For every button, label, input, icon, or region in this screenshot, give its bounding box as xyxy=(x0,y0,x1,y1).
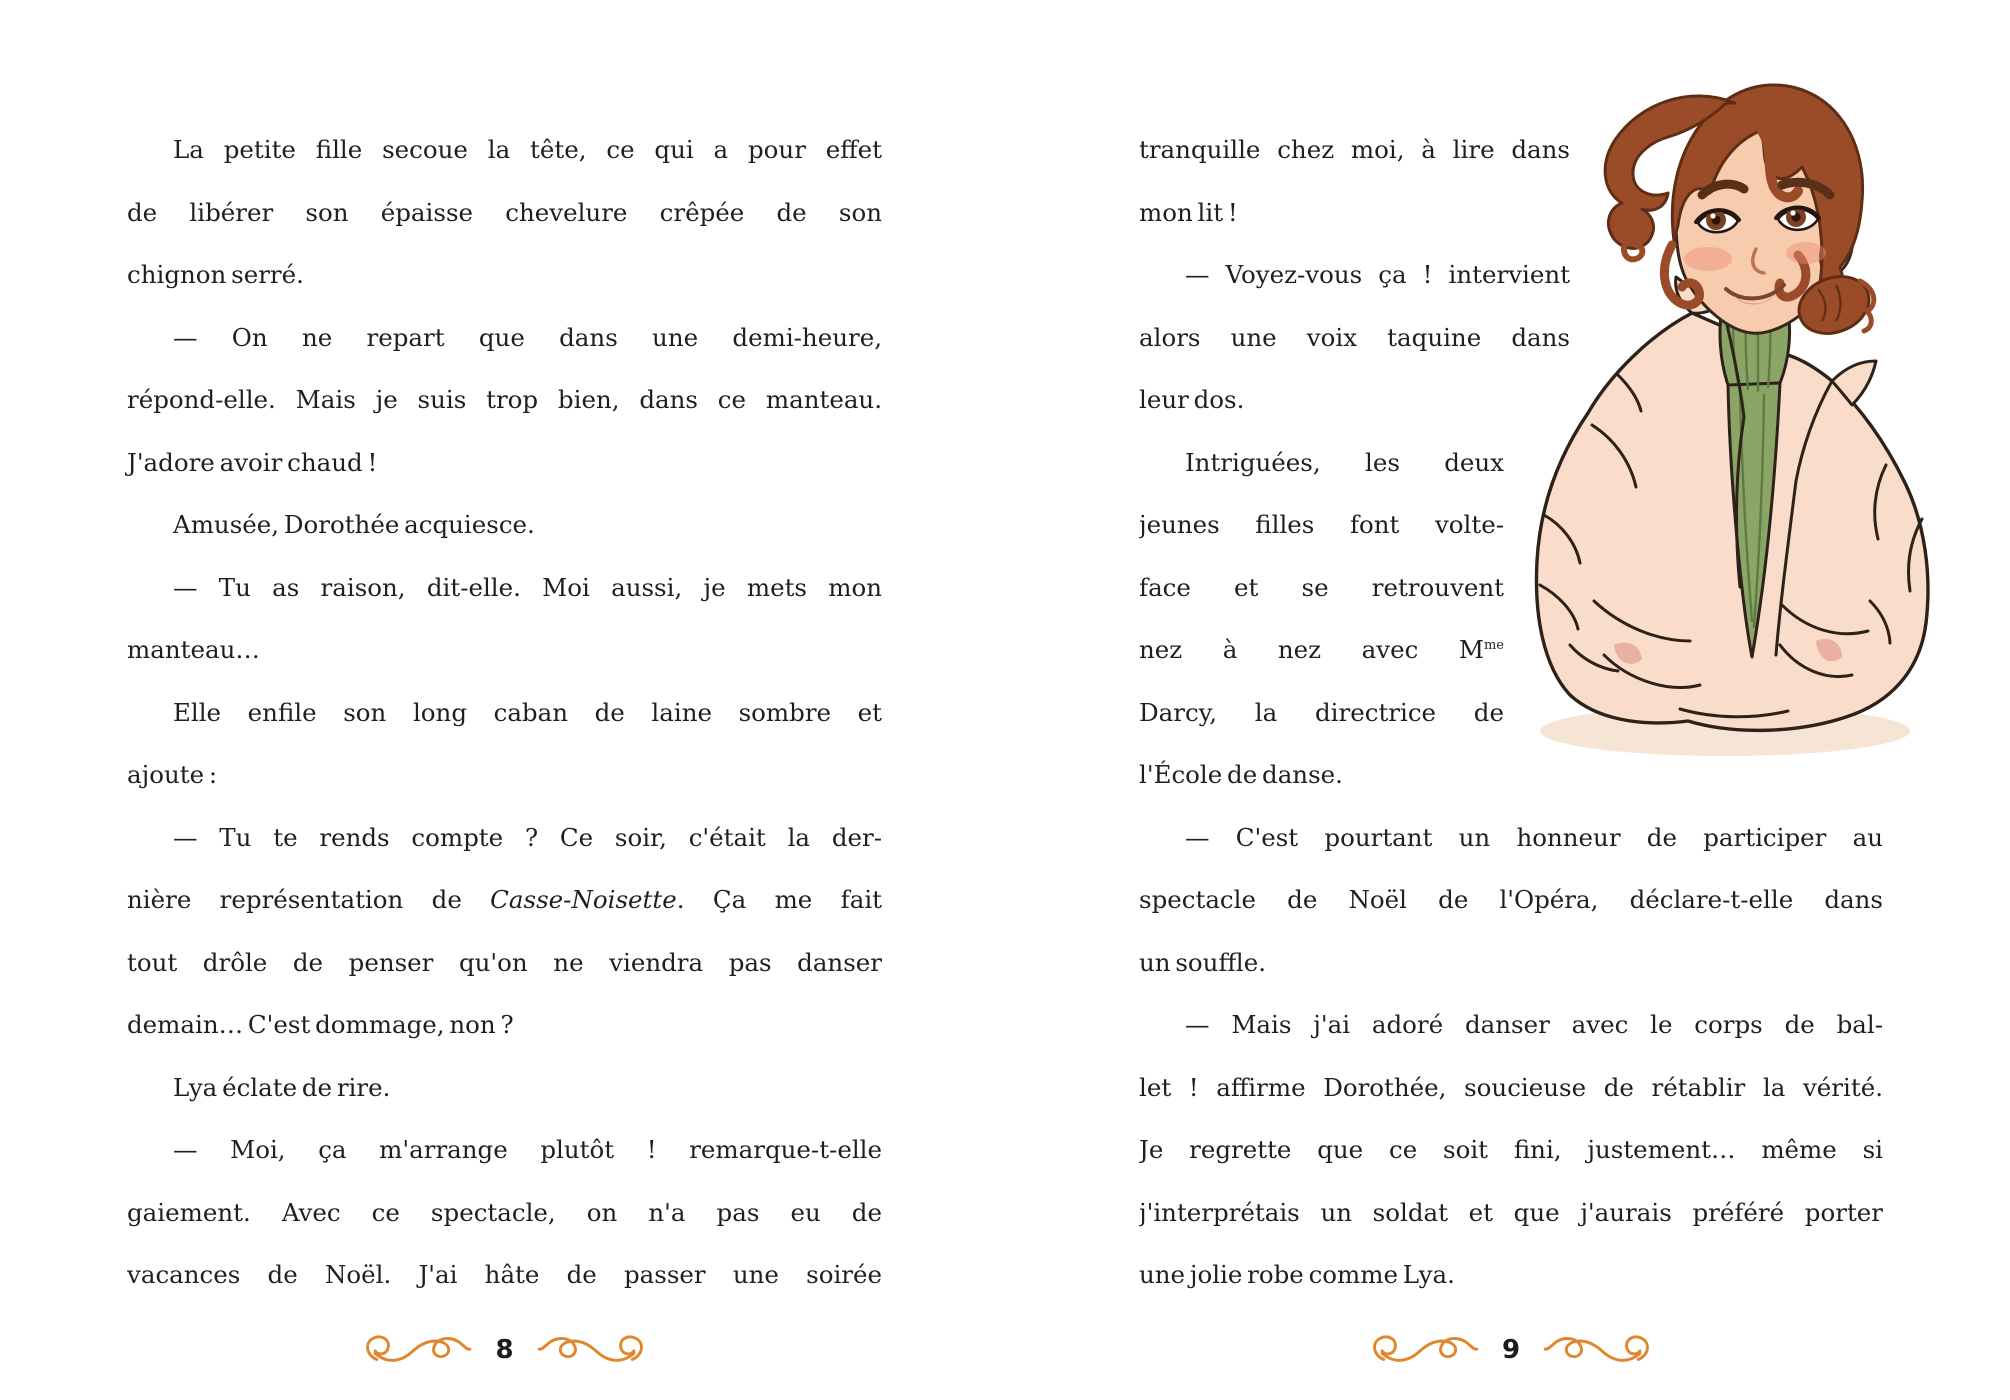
page-footer-right xyxy=(1139,1322,1883,1378)
text-line: vacances de Noël. J'ai hâte de passer une soirée xyxy=(127,1260,882,1289)
flourish-icon xyxy=(1370,1332,1482,1368)
text-line: — C'est pourtant un honneur de participer au xyxy=(1185,822,1883,852)
text-line: jeunes filles font volte- xyxy=(1139,510,1504,539)
text-line: chignon serré. xyxy=(127,260,304,289)
text-line: nière représentation de Casse-Noisette. Ça me fait xyxy=(127,885,882,914)
text-line: ajoute : xyxy=(127,760,218,789)
text-line: let ! affirme Dorothée, soucieuse de rétablir la vérité. xyxy=(1139,1072,1883,1102)
page-number: 8 xyxy=(495,1335,514,1365)
text-line: La petite fille secoue la tête, ce qui a pour effet xyxy=(173,135,882,164)
flourish-icon xyxy=(363,1332,475,1368)
woman-illustration xyxy=(1530,45,1950,765)
blush-right xyxy=(1786,242,1826,264)
text-line: demain… C'est dommage, non ? xyxy=(127,1010,514,1039)
text-line: face et se retrouvent xyxy=(1139,572,1504,602)
text-line: — On ne repart que dans une demi-heure, xyxy=(173,322,882,352)
text-line: gaiement. Avec ce spectacle, on n'a pas eu de xyxy=(127,1197,882,1227)
text-line: — Tu as raison, dit-elle. Moi aussi, je mets mon xyxy=(173,572,882,602)
text-line: Lya éclate de rire. xyxy=(173,1072,391,1102)
text-line: — Voyez-vous ça ! intervient xyxy=(1185,260,1570,289)
text-line: — Tu te rends compte ? Ce soir, c'était la der- xyxy=(173,822,882,852)
text-line: une jolie robe comme Lya. xyxy=(1139,1260,1455,1289)
text-line: — Mais j'ai adoré danser avec le corps de bal- xyxy=(1185,1010,1883,1039)
text-line: l'École de danse. xyxy=(1139,760,1343,789)
text-line: Intriguées, les deux xyxy=(1185,447,1504,477)
page-number: 9 xyxy=(1501,1335,1521,1365)
page-footer-left xyxy=(127,1322,882,1378)
text-line: — Moi, ça m'arrange plutôt ! remarque-t-elle xyxy=(173,1135,882,1164)
text-line: répond-elle. Mais je suis trop bien, dans ce manteau. xyxy=(127,385,882,414)
text-line: tout drôle de penser qu'on ne viendra pas danser xyxy=(127,947,882,977)
text-line: j'interprétais un soldat et que j'aurais préféré porter xyxy=(1139,1197,1883,1227)
flourish-icon xyxy=(1540,1332,1652,1368)
text-line: un souffle. xyxy=(1139,947,1266,977)
text-line: manteau… xyxy=(127,635,260,664)
text-line: Darcy, la directrice de xyxy=(1139,697,1504,727)
text-line: leur dos. xyxy=(1139,385,1245,414)
page-left-text xyxy=(127,119,882,1307)
text-line: spectacle de Noël de l'Opéra, déclare-t-elle dans xyxy=(1139,885,1883,914)
blush-left xyxy=(1684,247,1732,271)
text-line: Je regrette que ce soit fini, justement… même si xyxy=(1139,1135,1883,1164)
text-line: alors une voix taquine dans xyxy=(1139,322,1570,352)
text-line: J'adore avoir chaud ! xyxy=(127,447,378,477)
text-line: mon lit ! xyxy=(1139,197,1238,227)
text-line: Amusée, Dorothée acquiesce. xyxy=(173,510,535,539)
text-line: nez à nez avec $M^{me}$ xyxy=(1139,635,1504,664)
text-line: de libérer son épaisse chevelure crêpée de son xyxy=(127,197,882,227)
text-line: tranquille chez moi, à lire dans xyxy=(1139,135,1570,164)
flourish-icon xyxy=(534,1332,646,1368)
text-line: Elle enfile son long caban de laine sombre et xyxy=(173,697,882,727)
